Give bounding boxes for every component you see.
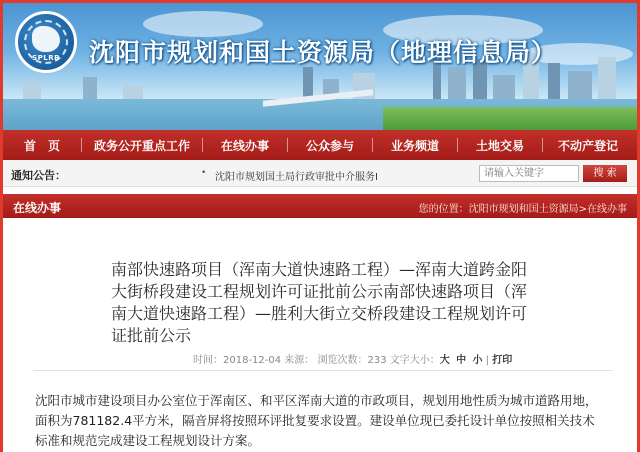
- header-banner: [3, 3, 637, 130]
- article-title: 南部快速路项目（浑南大道快速路工程）—浑南大道跨金阳大街桥段建设工程规划许可证批前公示南部快速路项目（浑南大道快速路工程）—胜利大街立交桥段建设工程规划许可证批前公示: [111, 260, 528, 345]
- logo-abbreviation: SPLRB: [32, 54, 60, 62]
- search-button[interactable]: 搜 索: [583, 165, 627, 182]
- article-body: 沈阳市城市建设项目办公室位于浑南区、和平区浑南大道的市政项目，规划用地性质为城市道路用地，面积为781182.4平方米，隔音屏将按照环评批复要求设置。建设单位现已委托设计单位按照相关技术标准和规范完成建设工程规划设计方案。: [35, 393, 598, 448]
- nav-item-business-channel[interactable]: 业务频道: [390, 138, 439, 153]
- font-size-medium-button[interactable]: 中: [456, 355, 467, 366]
- content-divider: [33, 370, 613, 371]
- notice-bar: [3, 160, 637, 187]
- search-input[interactable]: [479, 165, 579, 182]
- print-button[interactable]: 打印: [492, 355, 513, 366]
- site-title: 沈阳市规划和国土资源局（地理信息局）: [89, 38, 558, 67]
- nav-item-land-trading[interactable]: 土地交易: [475, 138, 524, 153]
- meta-info: 时间：2018-12-04 来源： 浏览次数：233 文字大小：: [193, 355, 440, 366]
- notice-label: 通知公告：: [11, 169, 66, 182]
- nav-item-public-participation[interactable]: 公众参与: [305, 138, 354, 153]
- section-title: 在线办事: [13, 201, 62, 215]
- nav-item-home[interactable]: 首 页: [23, 138, 60, 153]
- font-size-small-button[interactable]: 小: [472, 355, 483, 366]
- breadcrumb[interactable]: 您的位置：沈阳市规划和国土资源局>在线办事: [418, 204, 627, 215]
- font-size-large-button[interactable]: 大: [439, 355, 450, 366]
- city-seal-icon[interactable]: [15, 11, 77, 73]
- main-nav: [3, 130, 637, 160]
- article-meta: 时间：2018-12-04 来源： 浏览次数：233 文字大小：大 中 小 | 打印: [193, 355, 513, 366]
- nav-item-open-government[interactable]: 政务公开重点工作: [93, 138, 190, 153]
- notice-bullet-icon: •: [201, 168, 207, 178]
- nav-item-online-services[interactable]: 在线办事: [220, 138, 269, 153]
- nav-item-real-estate-registration[interactable]: 不动产登记: [557, 138, 618, 153]
- section-header: [3, 194, 637, 218]
- notice-link[interactable]: 沈阳市规划国土局行政审批中介服务I: [215, 172, 378, 183]
